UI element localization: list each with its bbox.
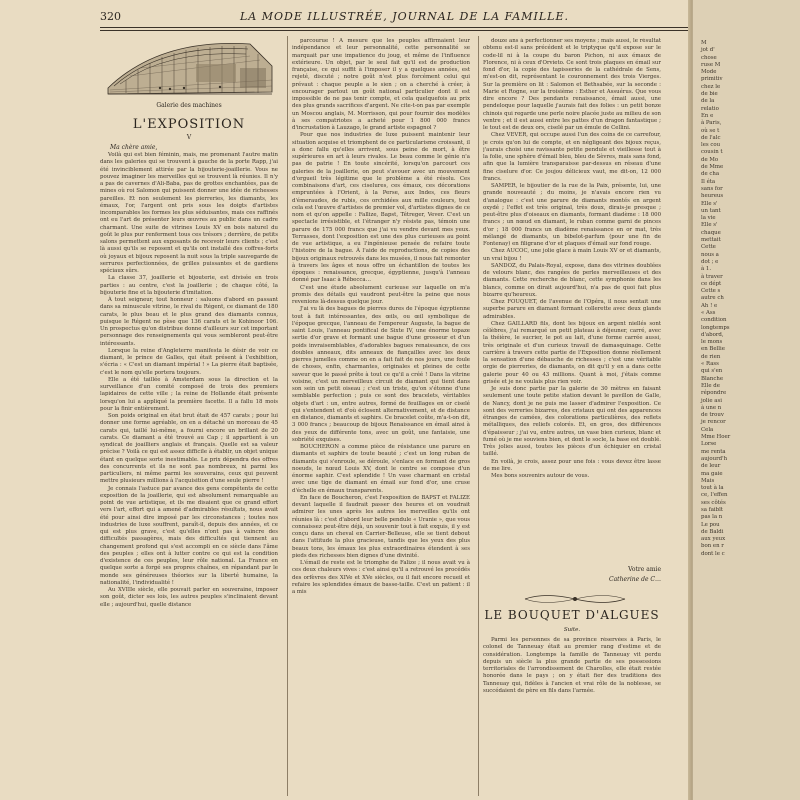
- fragment-line: Mme Hoer: [701, 434, 731, 441]
- fragment-line: en Bellie: [701, 346, 725, 353]
- fragment-line: jot d': [701, 47, 715, 54]
- fragment-line: Ah ! e: [701, 302, 718, 309]
- serial-text: [483, 637, 661, 797]
- facing-page-fragments: [701, 40, 797, 558]
- fragment-line: un tant: [701, 207, 721, 214]
- fragment-line: Il éta: [701, 178, 716, 185]
- fragment-line: primitiv: [701, 76, 723, 83]
- fragment-line: chez le: [701, 83, 721, 90]
- fragment-line: de bie: [701, 91, 718, 98]
- paragraph: Chez GAILLARD fils, dont les bijoux en argent niellés sont célèbres, j'ai remarqué un petit plateau à déjeuner, carré, avec la théière, le sucrier, le pot au lait, d'une forme carrée aussi, très originale et d'un curieux travail de damasquinage. Cette carrière à travers cette partie de l'Exposition donne réellement la sensation d'une débauche de richesses ; c'est une véritable orgie de pierreries, de diamants, on dit qu'il y en a dans cette galerie pour 40 ou 43 millions. Quant à moi, j'étais comme grisée et je ne voulais plus rien voir.: [483, 320, 661, 385]
- fragment-line: Elle de: [701, 382, 720, 389]
- fragment-line: qui s'en: [701, 368, 723, 375]
- fragment-line: Mais: [701, 477, 715, 484]
- fragment-line: nous a: [701, 251, 719, 258]
- serial-title: LE BOUQUET D'ALGUES: [484, 608, 660, 622]
- paragraph: parcourue ! À mesure que les peuples affirmaient leur indépendance et leur personnalité, cette personnalité se marquait par une impatience du joug, et même de l'influence extérieure. Un objet, par le seul fait qu'il est de production française, ce qui suffit à l'imposer il y a quelques années, est rejeté, discuté ; notre goût n'est plus forcément celui qui prévaut : chaque peuple a le sien ; on a cherché à créer, à encourager partout un goût national particulier dont il est impossible de ne pas tenir compte, et cela quelquefois au prix des plus grands sacrifices d'argent. Ne cite-t-on pas par exemple un Moscou anglais, M. Morrisson, qui pour fournir des modèles à ses compatriotes a acheté pour 1 800 000 francs d'incrustation à Lauzago, le grand artiste espagnol ?: [292, 38, 470, 131]
- fragment-line: relatio: [701, 105, 719, 112]
- fragment-line: de Mme: [701, 164, 724, 171]
- column-separator: [478, 36, 479, 796]
- fragment-line: les cou: [701, 142, 721, 149]
- fragment-line: Cette s: [701, 288, 721, 295]
- fragment-line: de cha: [701, 171, 720, 178]
- fragment-line: Elle s': [701, 222, 718, 229]
- fragment-line: d'abord,: [701, 331, 724, 338]
- column-3: [483, 38, 661, 556]
- fragment-line: dot ; e: [701, 258, 719, 265]
- paragraph: En voilà, je crois, assez pour une fois : vous devez être lasse de me lire.: [483, 458, 661, 472]
- fragment-line: Cela: [701, 426, 714, 433]
- facing-page-edge: [692, 0, 800, 800]
- paragraph: douze ans à perfectionner ses moyens ; mais aussi, le résultat obtenu est-il sans précédent et le triptyque qu'il expose sur le code-lil ni à la coupe du baron Pichon, ni aux émaux de Florence, ni à ceux d'Orvieto. Ce sont trois plaques en émail sur fond d'or, la copie des tapisseries de la cathédrale de Sens, m'est-on dit, représentant le couronnement des trois Vierges. Sur la première on lit : Salomon et Bethsabée, sur la seconde : Marie et Rogne, sur la troisième : Esther et Assuérus. Que vous dire encore ? Des pendants renaissance, émail aussi, une pendeloque pour laquelle j'aurais fait des folies : un petit bonze chinois qui regarde une perle noire placée juste au milieu de son ventre ; et il est aussi entre les pattes d'un dragon fantastique ; le tout est de deux ors, ciselé par un émule de Cellini.: [483, 38, 661, 131]
- fragment-line: Lorse: [701, 441, 717, 448]
- fragment-line: à une n: [701, 404, 722, 411]
- header-rule: [100, 27, 690, 28]
- fragment-line: En e: [701, 112, 714, 119]
- paragraph: Son poids original en état brut était de 457 carats ; pour lui donner une forme agréable, on en a détaché un morceau de 45 carats qui, taillé lui-même, a fourni encore un brillant de 20 carats. Ce diamant a été trouvé au Cap ; il appartient à un syndicat de joailliers anglais et français. Quelle est sa valeur précise ? Voilà ce qui est assez difficile à établir, un objet unique étant en quelque sorte inestimable. Le prix dépendra des offres des concurrents et ils ne sont pas nombreux, ni parmi les particuliers, ni même parmi les souverains, ceux qui peuvent mettre plusieurs millions à l'acquisition d'une seule pierre !: [100, 413, 278, 485]
- fragment-line: où se t: [701, 127, 720, 134]
- fragment-line: autre ch: [701, 295, 724, 302]
- page-header: [100, 8, 690, 28]
- fragment-line: ses côtés: [701, 499, 726, 506]
- fragment-line: M: [701, 40, 707, 46]
- paragraph: L'émail de reste est le triomphe de Falize ; il nous avait vu à ces deux chaleurs vives : c'est ainsi qu'il a retrouvé les procédés des orfèvres des XIVe et XVe siècles, ou il fait encore recueil et refaire les splendides émaux de basse-taille. C'est un patient : il a mis: [292, 560, 470, 595]
- paragraph: Je connais l'astuce par avance des gens compétents de cette exposition de la joaillerie, qui est absolument remarquable au point de vue artistique, et ils me disaient que ce grand effort vers l'art, effort qui a amené d'admirables résultats, nous avait été pour ainsi dire imposé par les circonstances ; toutes nos industries de luxe souffrent, paraît-il, depuis des années, et ce qui est plus grave, c'est qu'elles n'ont pas à vaincre des difficultés passagères, mais des difficultés qui tiennent au changement profond qui s'est accompli en ce siècle dans l'âme des peuples ; elles ont à lutter contre ce qui est la condition d'existence de ces peuples, leur rôle national. La France en quelque sorte a forgé ses propres chaînes, en répandant par le monde ses généreuses théories sur la liberté humaine, la nationalité, l'individualité !: [100, 485, 278, 586]
- paragraph: Chez VEVER, qui occupe aussi l'un des coins de ce carrefour, je crois qu'on lui de compte, et en négligeant des bijoux reçus, j'aurais choisi une ravissante petite pendule et vieillesse tout à la folie, une sphère d'émail bleu, bleu de Sèvres, mais sans fond, afin que la lumière transparaisse par-dessus en réseau d'une fine ciselure d'or. Ce joujou délicieux vaut, me dit-on, 12 000 francs.: [483, 132, 661, 182]
- column-2: [292, 38, 470, 790]
- fragment-line: Blanche: [701, 375, 724, 382]
- paragraph: Parmi les personnes de sa province réservées à Paris, le colonel de Tanneuay était au premier rang d'estime et de considération. Longtemps la famille de Tanneuay vit perdu depuis un siècle la plus grande partie de ses possessions territoriales de l'arrondissement de Charolles, elle était restée honorée dans le pays ; on y était fier des traditions des Tanneuay qui, fidèles à l'ancien et vrai rôle de la noblesse, se succédaient de père en fils dans l'armée.: [483, 637, 661, 694]
- page-number: 320: [100, 10, 121, 23]
- ornament-divider: [520, 592, 630, 606]
- fragment-line: « Ass: [701, 309, 716, 316]
- fragment-line: aujourd'h: [701, 455, 728, 462]
- column-1: [100, 38, 278, 790]
- paragraph: Chez FOUQUET, de l'avenue de l'Opéra, il nous sentait une superbe parure en diamant formant collerette avec deux glands admirables.: [483, 299, 661, 320]
- fragment-line: chose: [701, 54, 717, 61]
- fragment-line: tout à la: [701, 485, 724, 492]
- fragment-line: condition: [701, 317, 727, 324]
- signature: Catherine de C…: [609, 576, 661, 583]
- fragment-line: répondre: [701, 390, 727, 397]
- fragment-line: de l'alc: [701, 134, 721, 141]
- fragment-line: de la: [701, 98, 715, 105]
- paragraph: Voilà qui est bien féminin, mais, me promenant l'autre matin dans les galeries qui se trouvent à gauche de la porte Rapp, j'ai été invinciblement attirée par la bijouterie-joaillerie. Vous ne pouvez imaginer les merveilles qui se trouvent là réunies. Il n'y a pas de cavernes d'Ali-Baba, pas de grottes enchantées, pas de mines où roi Salomon qui puissent donner une idée de richesses pareilles. Et non seulement les pierreries, les diamants, les émaux, l'or, l'argent ont pris sous les doigts d'artistes incomparables les formes les plus séduisantes, mais ces raffinés ont eu l'art de présenter leurs œuvres au public dans un cadre charmant. Une suite de vitrines Louis XV en bois naturel du goût le plus pur renferment tous ces trésors ; derrière, de petits salons permettent aux exposants de recevoir leurs clients ; c'est là aussi qu'ils se reposent et qu'ils ont installé des coffres-forts où joyaux et bijoux reposent la nuit sous la triple sauvegarde de serrures perfectionnées, de grilles puissantes et de gardiens spéciaux sûrs.: [100, 152, 278, 274]
- paragraph: SANDOZ, du Palais-Royal, expose, dans des vitrines doublées de velours blanc, des rangées de perles merveilleuses et des diamants. Cette recherche de blanc, cette symphonie dans les blancs, comme on dirait aujourd'hui, n'a pas de quoi fait plus bizarre qu'heureux.: [483, 262, 661, 298]
- fragment-line: le mons: [701, 339, 723, 346]
- fragment-line: de leur: [701, 463, 721, 470]
- column-2-text: [292, 38, 470, 596]
- paragraph: Au XVIIIe siècle, elle pouvait parler en souveraine, imposer son goût, dicter ses lois, les autres peuples s'inclinaient devant elle ; aujourd'hui, quelle distance: [100, 587, 278, 608]
- fragment-line: dont le c: [701, 550, 725, 557]
- paragraph: La classe 37, joaillerie et bijouterie, est divisée en trois parties : au centre, c'est la joaillerie ; de chaque côté, la bijouterie fine et la bijouterie d'imitation.: [100, 275, 278, 296]
- fragment-line: à Paris,: [701, 120, 722, 127]
- paragraph: C'est une étude absolument curieuse sur laquelle on m'a promis des détails qui vaudront peut-être la peine que nous revenions là-dessus quelque jour.: [292, 284, 470, 305]
- fragment-line: à traver: [701, 273, 723, 280]
- serial-subtitle: Suite.: [563, 627, 581, 633]
- fragment-line: Elle s': [701, 200, 718, 207]
- fragment-line: je rencor: [701, 419, 726, 426]
- fragment-line: me renta: [701, 448, 726, 455]
- illustration-caption: Galerie des machines: [156, 102, 222, 109]
- fragment-line: de trouv: [701, 412, 724, 419]
- paragraph: Pour que nos industries de luxe puissent maintenir leur situation acquise et triomphent de ce particularisme croissant, il a donc fallu qu'elles arrivent, sous peine de mort, à être supérieures en art à leurs rivales. Le beau comme le génie n'a pas de patrie ! En toute sincérité, lorsqu'on parcourt ces galeries de la joaillerie, on peut s'avouer avec un mouvement d'orgueil très légitime que le problème a été résolu. Ces combinaisons d'art, ces ciselures, ces émaux, ces décorations empruntées à l'Orient, à la Perse, aux Indes, ces fleurs d'émeraudes, de rubis, ces orchidées aux mille couleurs, tout cela est l'œuvre d'artistes de premier vol, d'artistes dignes de ce nom et qu'on appelle : Fallize, Bapst, Tétreger, Vever. C'est un spectacle irrésistible, et l'étranger n'y résiste pas, témoin une parure de 175 000 francs que j'ai vu vendre devant mes yeux. Terrasses, dont l'exposition est une des plus curieuses au point de vue artistique, a eu l'ingénieuse pensée de refaire toute l'histoire de la bague. À l'aide de reproductions, de copies des bijoux originaux retrouvés dans les musées, il nous fait remonter à travers les âges et nous offre un échantillon de toutes les époques : renaissance, grecque, égyptienne, jusqu'à l'anneau donné par Isaac à Rébecca…: [292, 132, 470, 284]
- paragraph: Lorsque la reine d'Angleterre manifesta le désir de voir ce diamant, le prince de Galles, qui était présent à l'exhibition, s'écria : « C'est un diamant impérial ! » La pierre était baptisée, c'est le nom qu'elle portera toujours.: [100, 347, 278, 376]
- fragment-line: cousin t: [701, 149, 723, 156]
- fragment-line: de rien: [701, 353, 721, 360]
- fragment-line: « Rass: [701, 361, 719, 368]
- fragment-line: Le pou: [701, 521, 720, 528]
- fragment-line: mettait: [701, 237, 721, 244]
- article-part-number: V: [186, 134, 192, 141]
- paragraph: BOUCHERON a comme pièce de résistance une parure en diamants et saphirs de toute beauté ; c'est un long ruban de diamants qui s'enroule, se déroule, s'enlace en formant de gros noeuds, le nœud Louis XV, dont le centre se compose d'un énorme saphir. C'est splendide ! Un vase charmant en cristal avec une tige de diamant en émail sur fond d'or, une cruse d'échelle en émaux transparents.: [292, 444, 470, 494]
- column-1-text: [100, 152, 278, 609]
- fragment-line: jolie asi: [701, 397, 722, 404]
- fragment-line: à 1.: [701, 266, 712, 273]
- running-title: LA MODE ILLUSTRÉE, JOURNAL DE LA FAMILLE.: [240, 10, 570, 23]
- fragment-line: ce dépt: [701, 280, 722, 287]
- paragraph: Mes bons souvenirs autour de vous.: [491, 473, 590, 479]
- fragment-line: pas la n: [701, 514, 723, 521]
- paragraph: À tout seigneur, tout honneur : saluons d'abord en passant dans sa minuscule vitrine, le rival du Régent, ce diamant de 180 carats, le plus beau et le plus grand des diamants connus, puisque le Régent ne pèse que 136 carats et le Kohinoor 106. Un prospectus qu'on distribue donne d'ailleurs sur cet important personnage des renseignements qui vous sembleront peut-être intéressants.: [100, 297, 278, 347]
- fragment-line: de Baldi: [701, 528, 724, 535]
- fragment-line: bon en r: [701, 543, 724, 550]
- fragment-line: ma gaie: [701, 470, 723, 477]
- paragraph: Je suis donc partie par la galerie de 30 mètres en faisant seulement une toute petite station devant le pavillon de Galle, de Nancy, dont je ne puis me lasser d'admirer l'exposition. Ce sont des verreries bizarres, des cristaux qui ont des apparences étranges de camées, des colorations particulières, des reflets métalliques, des reliefs colorés. Et, en gros, des différences d'épaisseur ; j'ai vu, entre autres, un vase bien curieux, blanc et fumé où je me souviens bien, et dont le socle, la base est doublé. Très jolies aussi, toutes les pièces d'un échiquier en cristal taillé.: [483, 386, 661, 458]
- paragraph: SAMPER, le bijoutier de la rue de la Paix, présente, lui, une grande nouveauté ; du moins, je n'avais encore rien vu d'analogue : c'est une parure de diamants montés en argent oxydé ; l'effet est très original, très doux, dirais-je presque ; peut-être plus d'oiseaux en diamants, formant diadème : 18 000 francs ; un nœud en diamant, le ruban comme garni de pinces d'or ; 18 000 francs un diadème renaissance en or mat, très mélangé de diamants, un bibelot-parfum (pour une fin de Fontenay) en filigrane d'or et plaques d'émail sur fond rouge.: [483, 183, 661, 247]
- fragment-line: sa faiblt: [701, 507, 723, 513]
- fragment-line: longtemps: [701, 324, 730, 331]
- column-3-text: [483, 38, 661, 480]
- fragment-line: la vie: [701, 215, 716, 222]
- closing-line: Votre amie: [628, 566, 661, 573]
- column-separator: [287, 36, 288, 796]
- header-rule-thin: [100, 30, 690, 31]
- article-title: L'EXPOSITION: [132, 117, 246, 132]
- paragraph: Elle a été taillée à Amsterdam sous la direction et la surveillance d'un comité composé de trois des premiers lapidaires de cette ville ; la reine de Hollande était présente lorsqu'on lui a appliqué la première facette. Il a fallu 18 mois pour la finir entièrement.: [100, 376, 278, 412]
- fragment-line: Cette: [701, 244, 716, 251]
- fragment-line: aux yeux: [701, 536, 726, 543]
- paragraph: J'ai vu là des bagues de pierres dures de l'époque égyptienne tout à fait intéressantes, des œils, ou œil symbolique de l'époque grecque, l'anneau de l'empereur Auguste, la bague de saint Louis, l'anneau pontifical de Sixte IV, une énorme topaze sertie d'or grave et formant une bague d'une grosseur et d'un poids invraisemblables, d'adorables bagues renaissance, de ces doubles anneaux, dits anneaux de fiançailles avec les deux pierres jumelles comme on en a fait fait de nos jours, une foule de choses, enfin, charmantes, originales et pleines de cette saveur que le passé prête à tout ce qu'il a créé ! Dans la vitrine voisine, c'est un merveilleux circuit de diamant qui tient dans son sein un petit oiseau ; c'est un triste, qu'on s'étonne d'une semblable perfection ; puis ce sont des bracelets, véritables objets d'art : un, entre autres, formé de feuillages en or ciselé qui s'entendent et d'où éclosent alternativement, et de distance en distance, diamants et saphirs. Ce bracelet coûte, m'a-t-on dit, 3 000 francs ; beaucoup de bijoux Renaissance en émail ainsi à des yeux de différente tons, avec un goût, une fantaisie, une sobriété exquises.: [292, 306, 470, 443]
- fragment-line: Mode: [701, 69, 717, 76]
- paragraph: En face de Boucheron, c'est l'exposition de BAPST et FALIZE devant laquelle il faudrait passer des heures et on voudrait admirer les unes après les autres les merveilles qu'ils ont réunies là : c'est d'abord leur belle pendule « Uranie », que vous connaissez peut-être déjà, un souvenir tout à fait exquis, il y est conçu dans un cheval en Carrier-Belleuse, elle se tient debout dans l'attitude la plus gracieuse, tandis que les yeux des plus beaux tons, les émaux les plus extraordinaires étendent à ses pieds des richesses bien dignes d'une divinité.: [292, 494, 470, 559]
- fragment-line: de Mo: [701, 156, 719, 163]
- fragment-line: chaque: [701, 229, 721, 236]
- article-salutation: Ma chère amie,: [110, 144, 158, 151]
- fragment-line: heureus: [701, 193, 724, 200]
- fragment-line: ce, l'effen: [701, 492, 728, 499]
- fragment-line: ruse M: [701, 61, 721, 68]
- fragment-line: sans for: [701, 185, 723, 192]
- paragraph: Chez AUCOC, une jolie glace à main Louis XV or et diamants, un vrai bijou !: [483, 248, 661, 262]
